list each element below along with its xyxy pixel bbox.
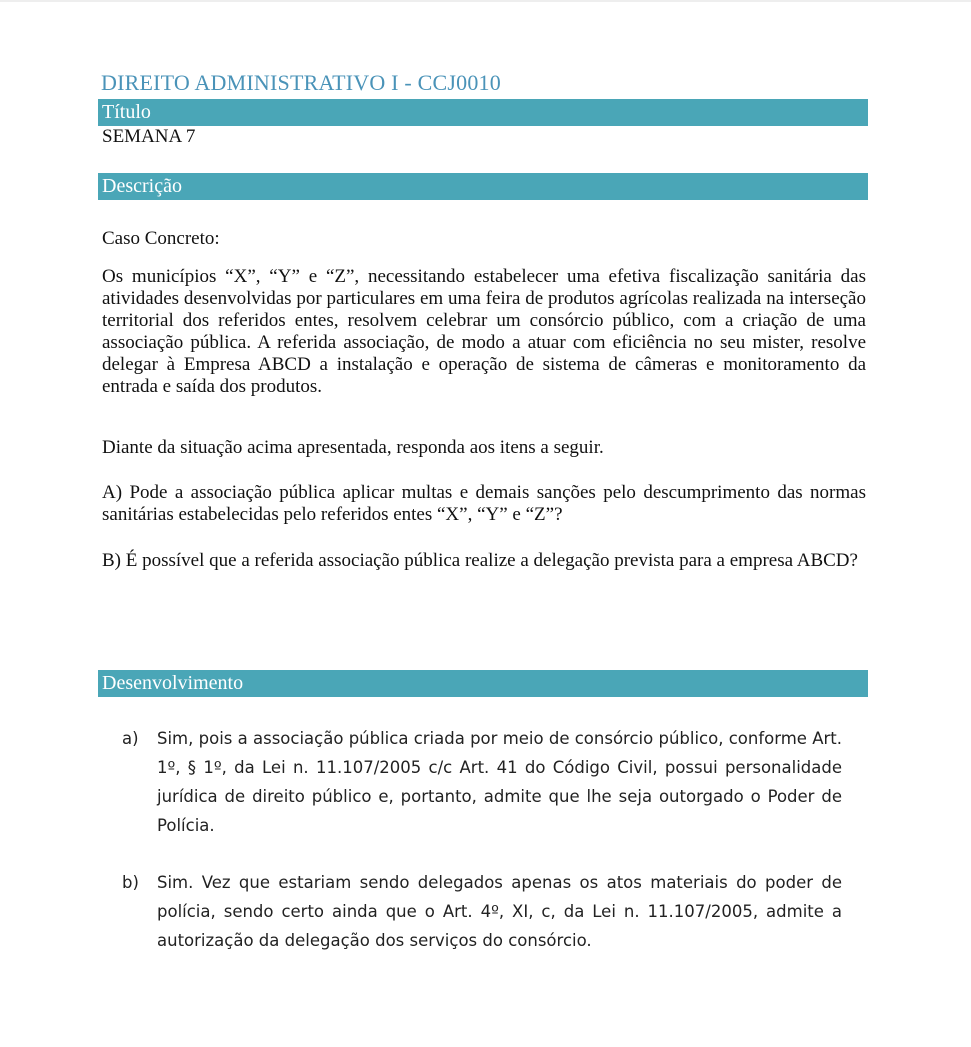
answer-b-letter: b) <box>122 873 139 892</box>
question-a: A) Pode a associação pública aplicar multas e demais sanções pelo descumprimento das normas sanitárias estabelecidas pelo referidos entes “X”, “Y” e “Z”? <box>102 482 866 525</box>
answer-a-text: Sim, pois a associação pública criada por meio de consórcio público, conforme Art. 1º, § 1º, da Lei n. 11.107/2005 c/c Art. 41 do Código Civil, possui personalidade jurídica de direito público e, portanto, admite que lhe seja outorgado o Poder de Polícia. <box>157 729 842 835</box>
question-b: B) É possível que a referida associação pública realize a delegação prevista para a empresa ABCD? <box>102 550 858 571</box>
answer-item-a <box>122 724 842 840</box>
case-paragraph: Os municípios “X”, “Y” e “Z”, necessitando estabelecer uma efetiva fiscalização sanitária das atividades desenvolvidas por particulares em uma feira de produtos agrícolas realizada na interseção territorial dos referidos entes, resolvem celebrar um consórcio público, com a criação de uma associação pública. A referida associação, de modo a atuar com eficiência no seu mister, resolve delegar à Empresa ABCD a instalação e operação de sistema de câmeras e monitoramento da entrada e saída dos produtos. <box>102 266 866 397</box>
instruction-paragraph: Diante da situação acima apresentada, responda aos itens a seguir. <box>102 437 604 458</box>
page-top-border <box>0 0 971 2</box>
answer-item-b <box>122 868 842 955</box>
answer-b-text: Sim. Vez que estariam sendo delegados apenas os atos materiais do poder de polícia, sendo certo ainda que o Art. 4º, XI, c, da Lei n. 11.107/2005, admite a autorização da delegação dos serviços do consórcio. <box>157 873 842 950</box>
caso-concreto-label: Caso Concreto: <box>102 228 220 249</box>
section-header-titulo: Título <box>98 99 868 126</box>
titulo-value: SEMANA 7 <box>102 126 196 147</box>
section-header-descricao: Descrição <box>98 173 868 200</box>
course-title: DIREITO ADMINISTRATIVO I - CCJ0010 <box>101 70 501 95</box>
section-header-desenvolvimento: Desenvolvimento <box>98 670 868 697</box>
answer-a-letter: a) <box>122 729 139 748</box>
